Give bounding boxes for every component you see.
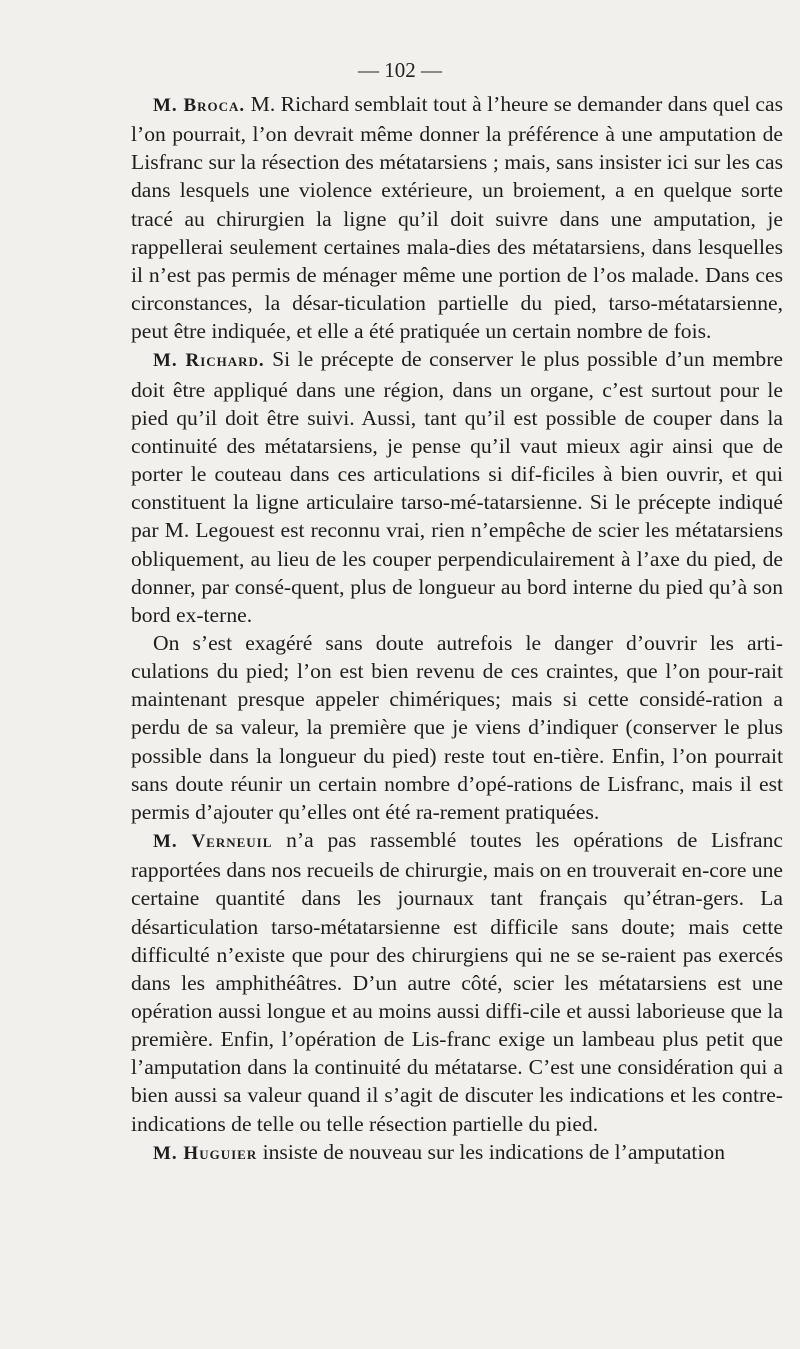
paragraph-text: M. Richard semblait tout à l’heure se demander dans quel cas l’on pourrait, l’on devrait même donner la préférence à une amputation de Lisfranc sur la résection des métatarsiens ; mais, sans insister ici sur les cas dans lesquels une violence extérieure, un broiement, a en quelque sorte tracé au chirurgien la ligne qu’il doit suivre dans une amputation, je rappellerai seulement certaines mala-dies des métatarsiens, dans lesquelles il n’est pas permis de ménager même une portion de l’os malade. Dans ces circonstances, la désar-ticulation partielle du pied, tarso-métatarsienne, peut être indiquée, et elle a été pratiquée un certain nombre de fois. <box>131 92 783 344</box>
speaker-name: M. Richard. <box>153 350 265 372</box>
paragraph-text: On s’est exagéré sans doute autrefois le danger d’ouvrir les arti-culations du pied; l’on est bien revenu de ces craintes, que l’on pour-rait maintenant presque appeler chimériques; mais si cette considé-ration a perdu de sa valeur, la première que je viens d’indiquer (conserver le plus possible dans la longueur du pied) reste tout en-tière. Enfin, l’on pourrait sans doute réunir un certain nombre d’opé-rations de Lisfranc, mais il est permis d’ajouter qu’elles ont été ra-rement pratiquées. <box>131 630 783 824</box>
body-text <box>131 90 783 1168</box>
paragraph-richard <box>131 345 783 629</box>
paragraph-broca <box>131 90 783 345</box>
paragraph-text: n’a pas rassemblé toutes les opérations de Lisfranc rapportées dans nos recueils de chirurgie, mais on en trouverait en-core une certaine quantité dans les journaux tant français qu’étran-gers. La désarticulation tarso-métatarsienne est difficile sans doute; mais cette difficulté n’existe que pour des chirurgiens qui ne se se-raient pas exercés dans les amphithéâtres. D’un autre côté, scier les métatarsiens est une opération aussi longue et au moins aussi diffi-cile et aussi laborieuse que la première. Enfin, l’opération de Lis-franc exige un lambeau plus petit que l’amputation dans la continuité du métatarse. C’est une considération qui a bien aussi sa valeur quand il s’agit de discuter les indications et les contre-indications de telle ou telle résection partielle du pied. <box>131 828 783 1136</box>
speaker-name: M. Broca. <box>153 95 246 116</box>
paragraph-text: Si le précepte de conserver le plus possible d’un membre doit être appliqué dans une région, dans un organe, c’est surtout pour le pied qu’il doit être suivi. Aussi, tant qu’il est possible de couper dans la continuité des métatarsiens, je pense qu’il vaut mieux agir ainsi que de porter le couteau dans ces articulations si dif-ficiles à bien ouvrir, et qui constituent la ligne articulaire tarso-mé-tatarsienne. Si le précepte indiqué par M. Legouest est reconnu vrai, rien n’empêche de scier les métatarsiens obliquement, au lieu de les couper perpendiculairement à l’axe du pied, de donner, par consé-quent, plus de longueur au bord interne du pied qu’à son bord ex-terne. <box>131 347 783 627</box>
paragraph-text: insiste de nouveau sur les indications de l’amputation <box>262 1139 725 1164</box>
paragraph-verneuil <box>131 826 783 1138</box>
speaker-name: M. Verneuil <box>153 831 273 853</box>
paragraph-huguier <box>131 1138 783 1168</box>
page-number: — 102 — <box>358 58 442 82</box>
speaker-name: M. Huguier <box>153 1142 258 1164</box>
paragraph-continuation <box>131 629 783 826</box>
